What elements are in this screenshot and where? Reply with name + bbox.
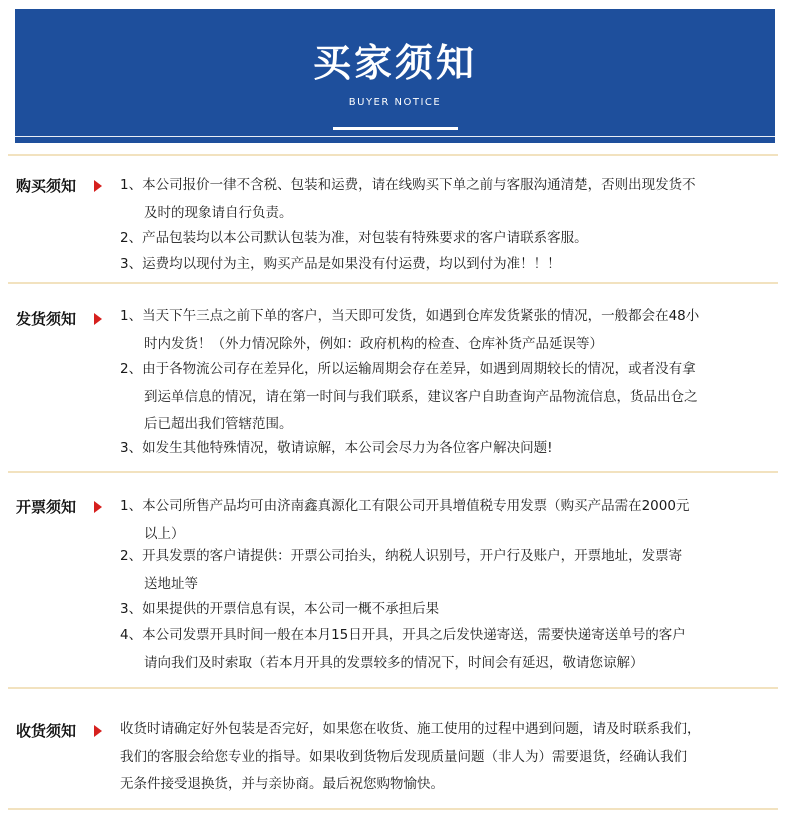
paragraph-line: 收货时请确定好外包装是否完好，如果您在收货、施工使用的过程中遇到问题，请及时联系我们， (120, 721, 701, 737)
section-divider (8, 154, 778, 156)
item-line: 2、由于各物流公司存在差异化，所以运输周期会存在差异，如遇到周期较长的情况，或者没有拿 (120, 361, 696, 377)
header-banner (15, 9, 775, 143)
item-line: 3、运费均以现付为主，购买产品是如果没有付运费，均以到付为准！！！ (120, 256, 561, 272)
arrow-right-icon (94, 501, 102, 513)
item-line: 1、当天下午三点之前下单的客户，当天即可发货，如遇到仓库发货紧张的情况，一般都会在48小 (120, 308, 700, 324)
section-divider (8, 808, 778, 810)
item-line: 时内发货！（外力情况除外，例如：政府机构的检查、仓库补货产品延误等） (144, 335, 603, 352)
item-line: 1、本公司报价一律不含税、包装和运费，请在线购买下单之前与客服沟通清楚，否则出现发货不 (120, 177, 696, 193)
item-line: 送地址等 (144, 575, 198, 592)
section-label: 购买须知 (16, 177, 77, 195)
section-divider (8, 687, 778, 689)
section-divider (8, 282, 778, 284)
list-item (120, 356, 775, 439)
item-line: 以上） (144, 525, 185, 542)
item-line: 到运单信息的情况，请在第一时间与我们联系，建议客户自助查询产品物流信息，货品出仓之 (144, 388, 698, 405)
list-item (120, 225, 775, 253)
page-subtitle: BUYER NOTICE (348, 97, 442, 108)
item-line: 及时的现象请自行负责。 (144, 204, 293, 221)
paragraph-line: 无条件接受退换货，并与亲协商。最后祝您购物愉快。 (120, 776, 444, 792)
arrow-right-icon (94, 725, 102, 737)
arrow-right-icon (94, 180, 102, 192)
list-item (120, 435, 775, 463)
section-divider (8, 471, 778, 473)
section-label: 开票须知 (16, 498, 77, 516)
item-line: 2、开具发票的客户请提供：开票公司抬头，纳税人识别号，开户行及账户，开票地址，发票寄 (120, 548, 683, 564)
list-item (120, 172, 775, 227)
title-underline (333, 127, 458, 130)
list-item (120, 251, 775, 279)
list-item (120, 493, 775, 548)
item-line: 1、本公司所售产品均可由济南鑫真源化工有限公司开具增值税专用发票（购买产品需在2000元 (120, 498, 690, 514)
list-item (120, 303, 775, 358)
list-item (120, 596, 775, 624)
section-label: 发货须知 (16, 310, 77, 328)
item-line: 后已超出我们管辖范围。 (144, 416, 293, 432)
item-line: 3、如果提供的开票信息有误，本公司一概不承担后果 (120, 601, 440, 617)
item-line: 4、本公司发票开具时间一般在本月15日开具，开具之后发快递寄送，需要快递寄送单号的客户 (120, 627, 686, 643)
receiving-paragraph (120, 716, 775, 799)
item-line: 3、如发生其他特殊情况，敬请谅解，本公司会尽力为各位客户解决问题! (120, 440, 553, 456)
arrow-right-icon (94, 313, 102, 325)
paragraph-line: 我们的客服会给您专业的指导。如果收到货物后发现质量问题（非人为）需要退货，经确认我们 (120, 748, 687, 765)
list-item (120, 543, 775, 598)
page-title: 买家须知 (312, 41, 477, 85)
item-line: 2、产品包装均以本公司默认包装为准，对包装有特殊要求的客户请联系客服。 (120, 230, 588, 246)
banner-divider-line (15, 136, 775, 137)
list-item (120, 622, 775, 677)
item-line: 请向我们及时索取（若本月开具的发票较多的情况下，时间会有延迟，敬请您谅解） (144, 654, 644, 671)
section-label: 收货须知 (16, 722, 77, 740)
